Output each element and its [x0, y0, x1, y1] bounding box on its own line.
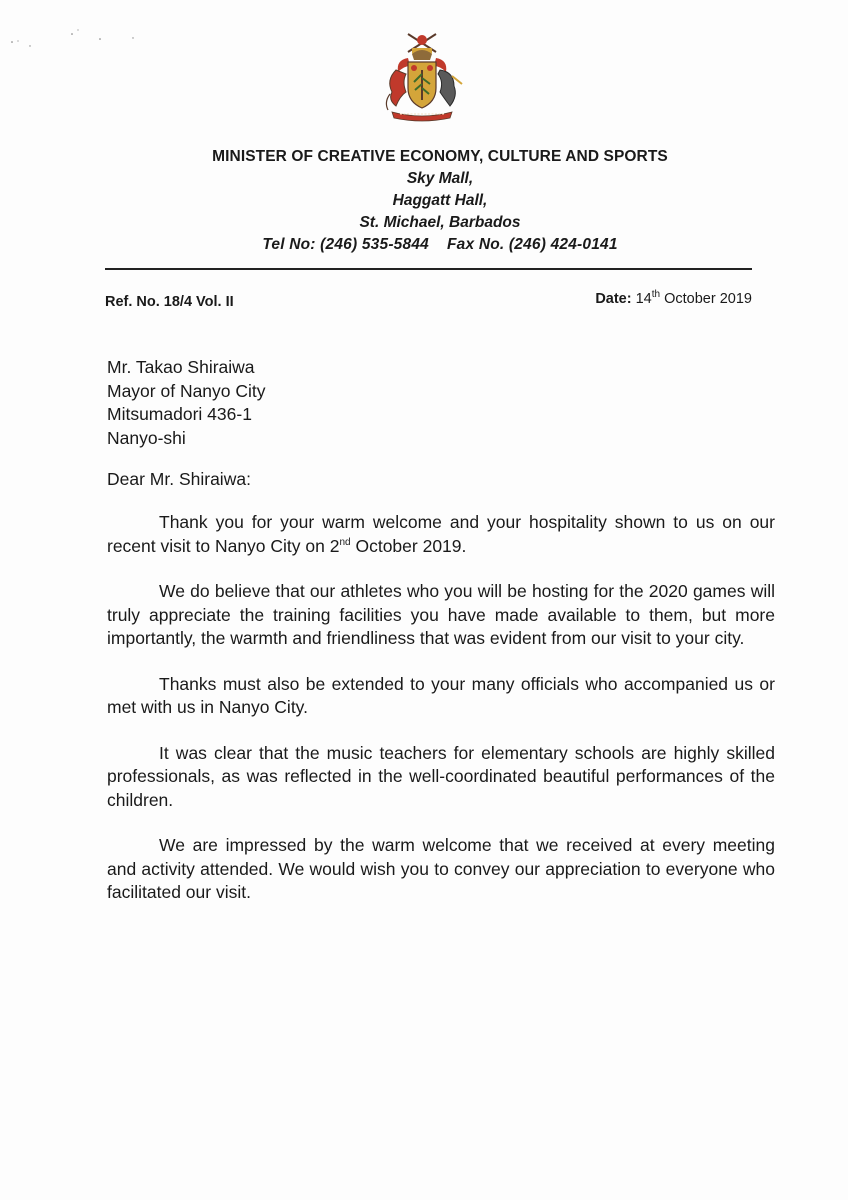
telephone-number: Tel No: (246) 535-5844	[262, 236, 429, 253]
paragraph-1-ordinal: nd	[339, 536, 351, 548]
paragraph-2: We do believe that our athletes who you will be hosting for the 2020 games will truly appreciate the training facilities you have made available to them, but more importantly, the warmth and friendliness that was evident from our visit to your city.	[107, 581, 775, 648]
recipient-street: Mitsumadori 436-1	[107, 404, 252, 424]
paragraph-1-date: October 2019.	[355, 535, 467, 556]
recipient-title: Mayor of Nanyo City	[107, 380, 266, 401]
letterhead	[140, 146, 740, 256]
paragraph-5: We are impressed by the warm welcome that we received at every meeting and activity attended. We would wish you to convey our appreciation to everyone who facilitated our visit.	[107, 835, 775, 902]
reference-number: Ref. No. 18/4 Vol. II	[105, 294, 234, 310]
date-day: 14	[635, 291, 652, 307]
paragraph-3: Thanks must also be extended to your many officials who accompanied us or met with us in Nanyo City.	[107, 673, 775, 717]
letter-body	[107, 511, 775, 927]
ministry-name: MINISTER OF CREATIVE ECONOMY, CULTURE AND SPORTS	[212, 148, 668, 165]
contact-line	[140, 234, 740, 256]
letter-date	[595, 291, 752, 307]
date-month-year: October 2019	[664, 291, 752, 307]
recipient-name: Mr. Takao Shiraiwa	[107, 357, 255, 377]
address-line-1: Sky Mall,	[406, 170, 474, 187]
recipient-city: Nanyo-shi	[107, 427, 186, 448]
paragraph-1	[107, 511, 775, 558]
coat-of-arms-emblem	[378, 30, 466, 122]
salutation: Dear Mr. Shiraiwa:	[107, 469, 251, 489]
paragraph-4: It was clear that the music teachers for elementary schools are highly skilled professionals, as was reflected in the well-coordinated beautiful performances of the children.	[107, 742, 775, 810]
address-line-3: St. Michael, Barbados	[359, 214, 521, 231]
scan-specks	[8, 22, 148, 52]
fax-number: Fax No. (246) 424-0141	[447, 236, 618, 253]
address-line-2: Haggatt Hall,	[392, 192, 488, 209]
date-day-suffix: th	[651, 289, 661, 301]
paragraph-1-text: Thank you for your warm welcome and your hospitality shown to us on our recent visit to Nanyo City on 2	[107, 512, 775, 556]
recipient-address	[107, 356, 266, 450]
date-label: Date:	[595, 291, 632, 307]
letterhead-divider	[105, 268, 752, 270]
